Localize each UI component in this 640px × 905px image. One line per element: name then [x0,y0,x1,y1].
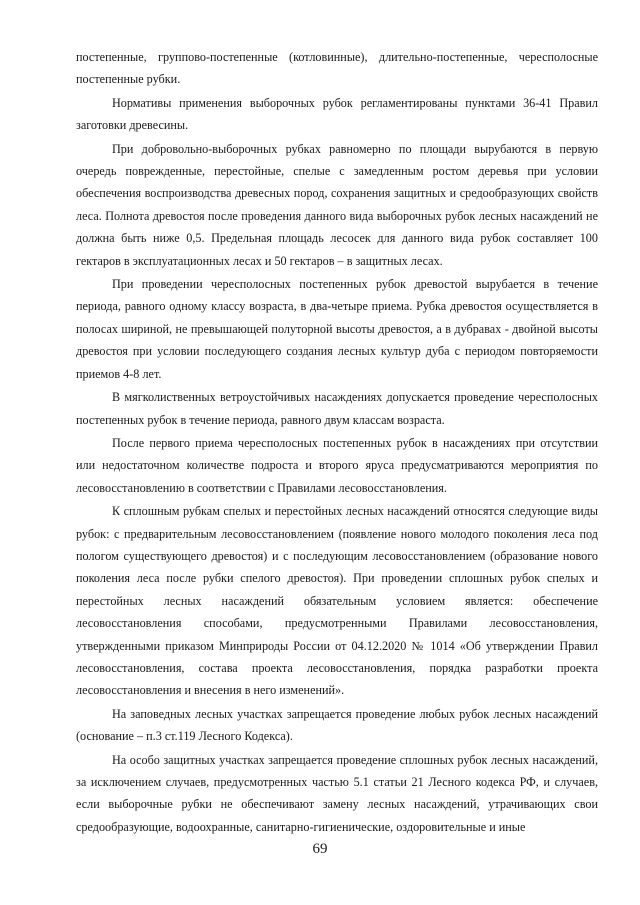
paragraph: На заповедных лесных участках запрещается проведение любых рубок лесных насаждений (основание – п.3 ст.119 Лесного Кодекса). [76,706,598,744]
body-text [76,46,598,839]
paragraph: После первого приема чересполосных постепенных рубок в насаждениях при отсутствии или недостаточном количестве подроста и второго яруса предусматриваются мероприятия по лесовосстановлению в соответствии с Правилами лесовосстановления. [76,435,598,495]
paragraph: При добровольно-выборочных рубках равномерно по площади вырубаются в первую очередь поврежденные, перестойные, спелые с замедленным ростом деревья при условии обеспечения воспроизводства древесных пород, сохранения защитных и средообразующих свойств леса. Полнота древостоя после проведения данного вида выборочных рубок лесных насаждений не должна быть ниже 0,5. Предельная площадь лесосек для данного вида рубок составляет 100 гектаров в эксплуатационных лесах и 50 гектаров – в защитных лесах. [76,141,598,268]
paragraph: На особо защитных участках запрещается проведение сплошных рубок лесных насаждений, за исключением случаев, предусмотренных частью 5.1 статьи 21 Лесного кодекса РФ, и случаев, если выборочные рубки не обеспечивают замену лесных насаждений, утрачивающих свои средообразующие, водоохранные, санитарно-гигиенические, оздоровительные и иные [76,752,598,834]
page-number: 69 [312,841,328,857]
paragraph: Нормативы применения выборочных рубок регламентированы пунктами 36-41 Правил заготовки древесины. [76,95,598,133]
paragraph: постепенные, группово-постепенные (котловинные), длительно-постепенные, чересполосные постепенные рубки. [76,50,598,87]
paragraph: В мягколиственных ветроустойчивых насаждениях допускается проведение чересполосных постепенных рубок в течение периода, равного двум классам возраста. [76,390,598,427]
paragraph: При проведении чересполосных постепенных рубок древостой вырубается в течение периода, равного одному классу возраста, в два-четыре приема. Рубка древостоя осуществляется в полосах шириной, не превышающей полуторной высоты древостоя, а в дубравах - двойной высоты древостоя при условии последующего создания лесных культур дуба с периодом повторяемости приемов 4-8 лет. [76,277,598,381]
paragraph: К сплошным рубкам спелых и перестойных лесных насаждений относятся следующие виды рубок: с предварительным лесовосстановлением (появление нового молодого поколения леса под пологом существующего древостоя) и с последующим лесовосстановлением (образование нового поколения леса после рубки спелого древостоя). При проведении сплошных рубок спелых и перестойных лесных насаждений обязательным условием является: обеспечение лесовосстановления способами, предусмотренными Правилами лесовосстановления, утвержденными приказом Минприроды России от 04.12.2020 № 1014 «Об утверждении Правил лесовосстановления, состава проекта лесовосстановления, порядка разработки проекта лесовосстановления и внесения в него изменений». [76,504,598,698]
